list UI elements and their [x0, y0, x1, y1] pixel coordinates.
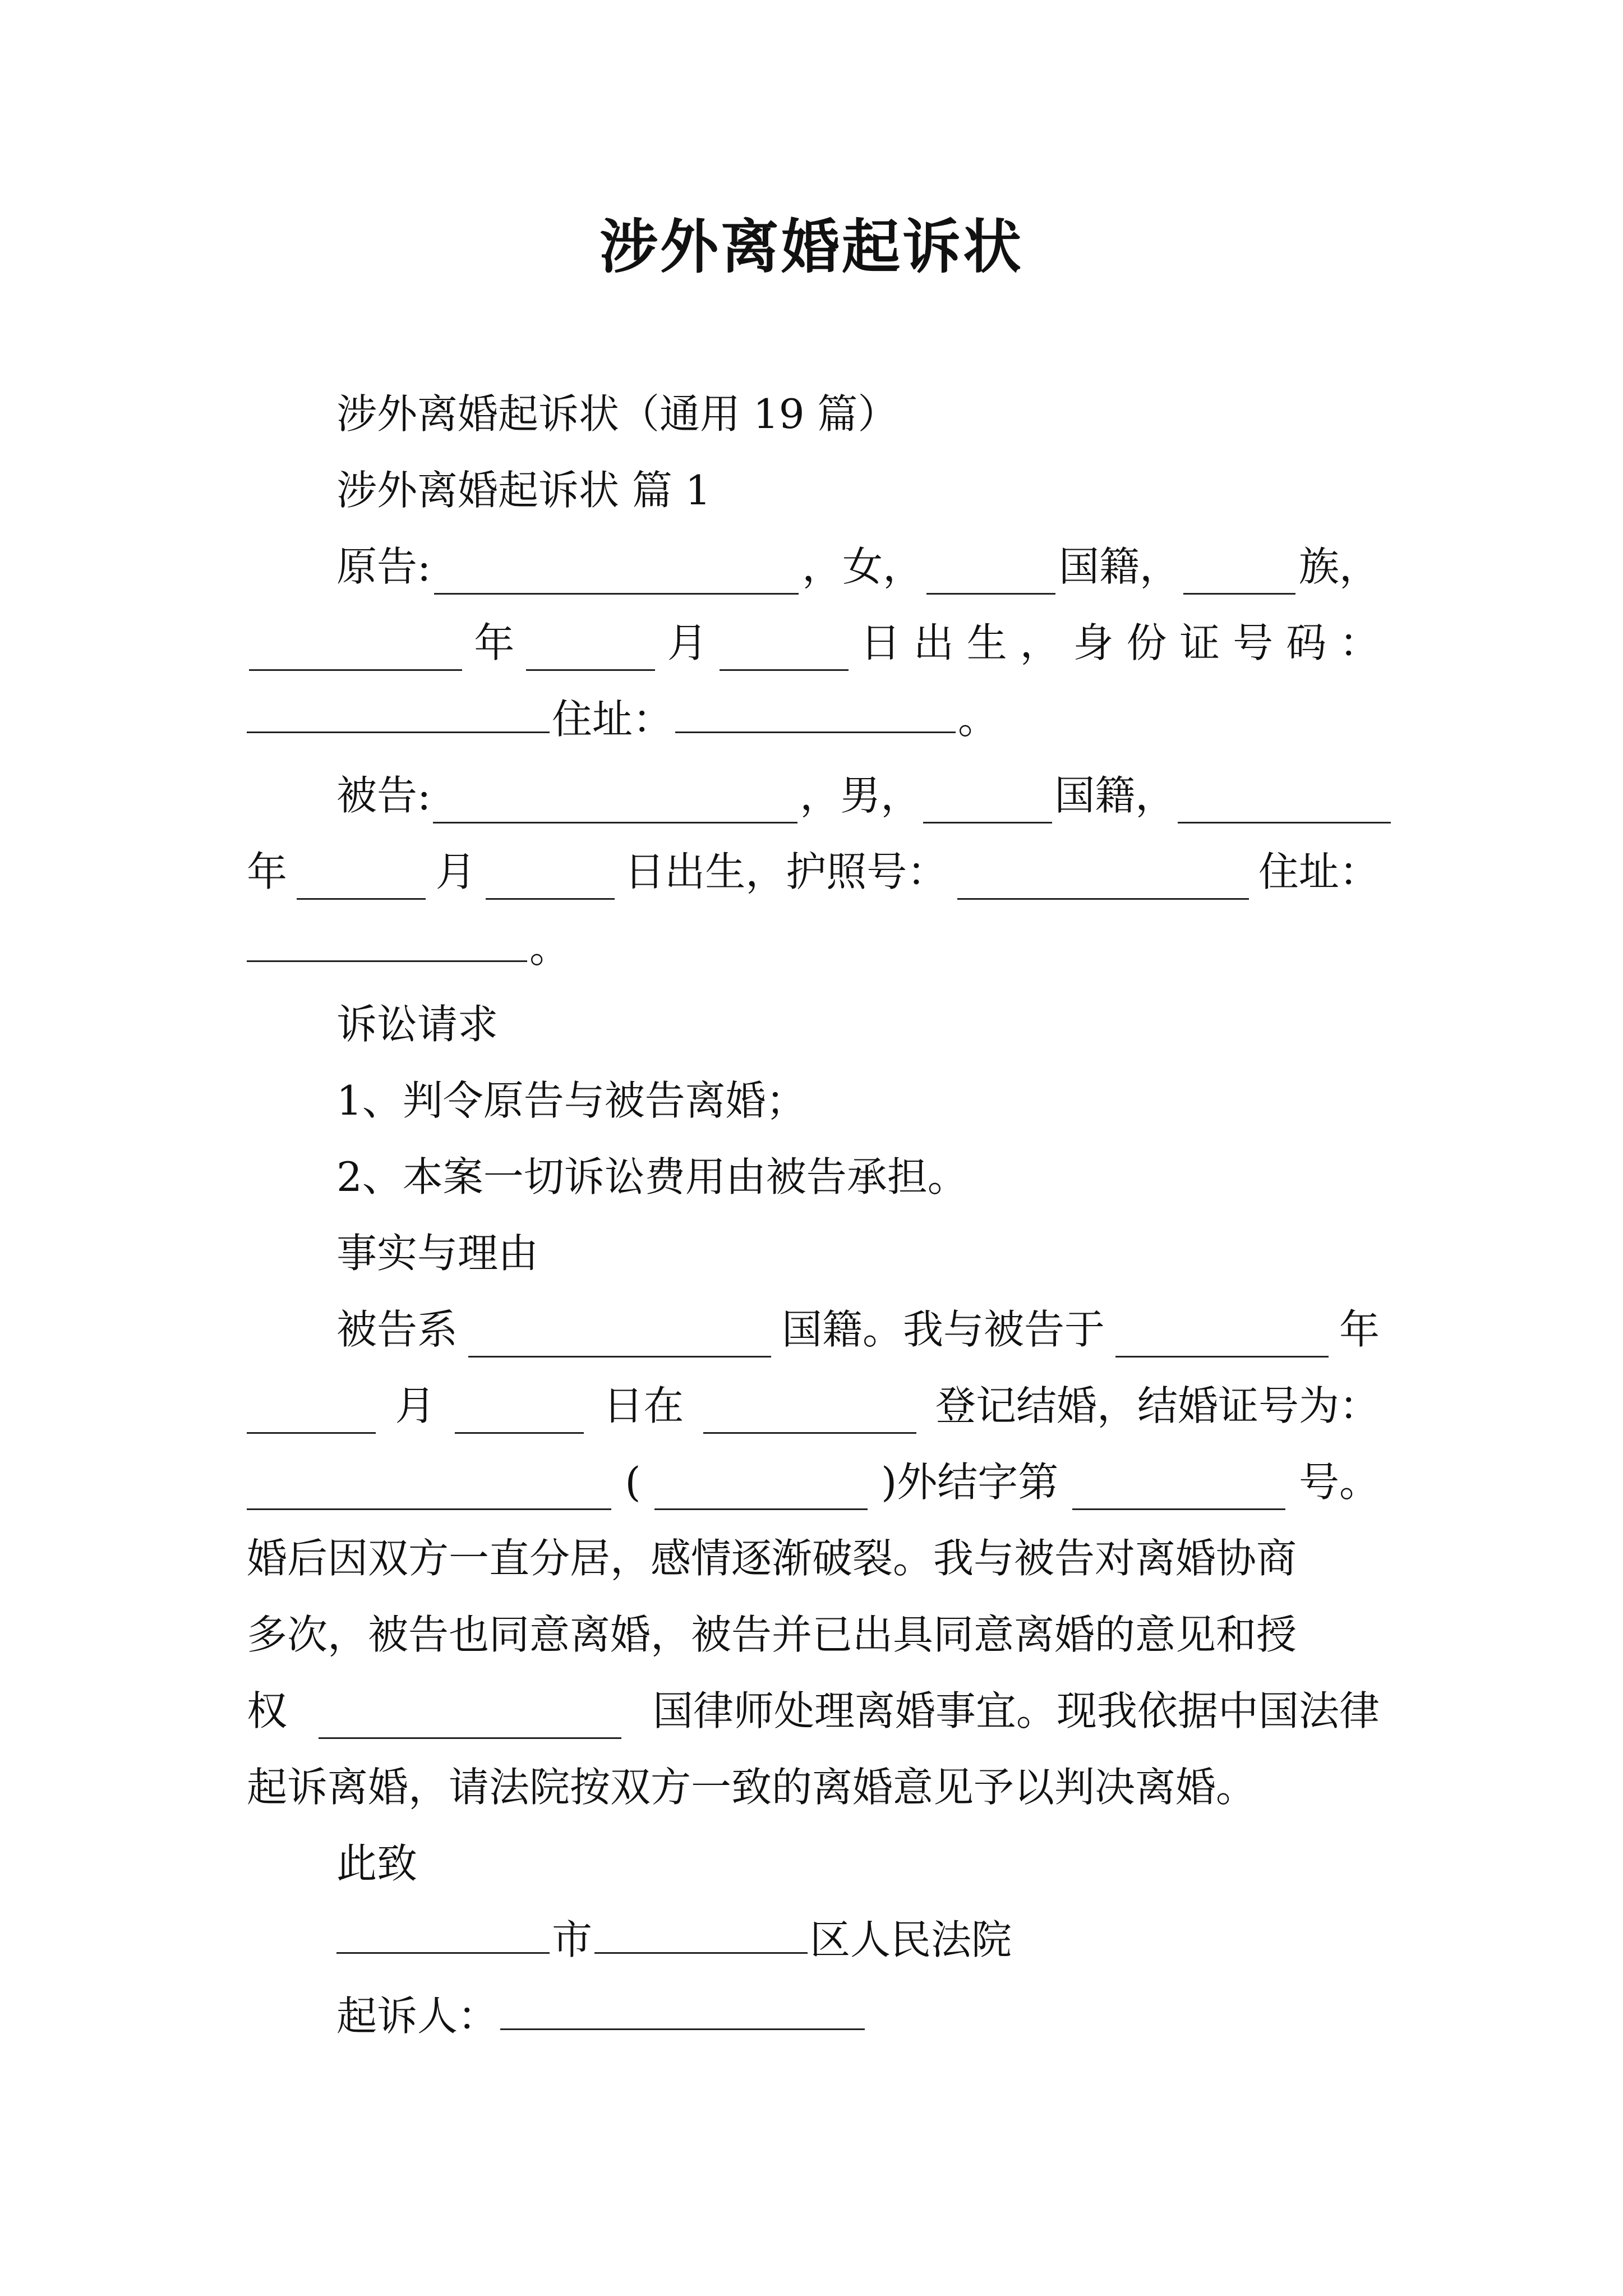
defendant-passport-blank — [957, 862, 1249, 900]
facts-text-6: 登记结婚，结婚证号为： — [935, 1382, 1380, 1429]
defendant-address-label: 住址： — [1258, 848, 1380, 895]
defendant-name-blank — [433, 785, 797, 823]
facts-line-2 — [247, 1378, 1380, 1434]
plaintiff-line-2 — [247, 615, 1380, 671]
claim-item-1: 1、判令原告与被告离婚； — [336, 1077, 806, 1124]
defendant-day-blank — [486, 862, 615, 900]
signer-line — [336, 1988, 1380, 2044]
district-blank — [594, 1916, 808, 1954]
facts-year-blank — [1115, 1319, 1329, 1358]
facts-lawyer-blank — [319, 1701, 621, 1739]
defendant-address-blank — [247, 924, 527, 962]
plaintiff-line-3 — [247, 691, 1380, 747]
facts-month-blank — [247, 1396, 376, 1434]
defendant-line-2 — [247, 844, 1380, 900]
plaintiff-month-label: 月 — [667, 619, 708, 666]
facts-line-7: 起诉离婚，请法院按双方一致的离婚意见予以判决离婚。 — [247, 1764, 1257, 1811]
facts-cert-number-blank — [1072, 1472, 1285, 1510]
facts-day-blank — [455, 1396, 584, 1434]
plaintiff-gender: ，女， — [802, 543, 924, 590]
plaintiff-month-blank — [526, 633, 655, 671]
plaintiff-line-1 — [336, 539, 1380, 595]
plaintiff-nationality-label: 国籍， — [1059, 543, 1181, 590]
plaintiff-year-label: 年 — [474, 619, 515, 666]
defendant-gender: ，男， — [800, 772, 921, 819]
city-label: 市 — [552, 1916, 593, 1963]
defendant-line-3 — [247, 920, 1380, 976]
facts-text-6a: 权 — [247, 1687, 288, 1734]
defendant-year-label: 年 — [247, 848, 288, 895]
defendant-month-label: 月 — [435, 848, 476, 895]
section-heading: 涉外离婚起诉状 篇 1 — [336, 467, 711, 514]
facts-text-4: 月 — [395, 1382, 436, 1429]
plaintiff-address-blank — [675, 695, 956, 733]
defendant-birth-passport-label: 日出生，护照号： — [624, 848, 948, 895]
defendant-line-1 — [336, 767, 1380, 823]
court-label: 区人民法院 — [810, 1916, 1012, 1963]
plaintiff-address-label: 住址： — [552, 696, 674, 743]
plaintiff-ethnicity-blank — [1183, 556, 1295, 595]
facts-cert-blank — [247, 1472, 611, 1510]
document-title: 涉外离婚起诉状 — [599, 212, 1023, 281]
facts-text-7: ( — [625, 1458, 641, 1506]
facts-line-4: 婚后因双方一直分居，感情逐渐破裂。我与被告对离婚协商 — [247, 1535, 1297, 1582]
plaintiff-name-blank — [434, 556, 799, 595]
plaintiff-nationality-blank — [926, 556, 1055, 595]
signer-label: 起诉人： — [336, 1993, 499, 2040]
facts-text-1: 被告系 — [336, 1306, 458, 1353]
claim-item-2: 2、本案一切诉讼费用由被告承担。 — [336, 1153, 968, 1200]
plaintiff-day-blank — [720, 633, 849, 671]
signer-blank — [500, 1992, 865, 2030]
plaintiff-birth-id-label: 日 出 生 ， 身 份 证 号 码 ： — [860, 619, 1380, 666]
facts-line-3 — [247, 1454, 1380, 1510]
facts-line-1 — [336, 1301, 1380, 1358]
court-line — [336, 1912, 1380, 1968]
closing-to: 此致 — [336, 1840, 418, 1887]
defendant-label: 被告: — [336, 772, 431, 819]
facts-nationality-blank — [468, 1319, 771, 1358]
claims-heading: 诉讼请求 — [336, 1001, 499, 1048]
subtitle: 涉外离婚起诉状（通用 19 篇） — [336, 390, 898, 438]
facts-place-blank — [703, 1396, 916, 1434]
defendant-nationality-blank — [923, 785, 1052, 823]
facts-line-5: 多次，被告也同意离婚，被告并已出具同意离婚的意见和授 — [247, 1611, 1297, 1658]
plaintiff-end: 。 — [958, 696, 999, 743]
city-blank — [336, 1916, 550, 1954]
defendant-end: 。 — [529, 924, 570, 972]
facts-text-9: 号。 — [1298, 1458, 1380, 1506]
facts-line-6 — [247, 1683, 1380, 1739]
facts-text-2: 国籍。我与被告于 — [781, 1306, 1105, 1353]
facts-text-6b: 国律师处理离婚事宜。现我依据中国法律 — [652, 1687, 1380, 1734]
facts-heading: 事实与理由 — [336, 1230, 539, 1277]
plaintiff-label: 原告: — [336, 543, 431, 590]
defendant-month-blank — [297, 862, 426, 900]
defendant-year-blank — [1178, 785, 1391, 823]
facts-text-5: 日在 — [603, 1382, 684, 1429]
plaintiff-ethnicity-label: 族， — [1298, 543, 1380, 590]
facts-cert-year-blank — [654, 1472, 868, 1510]
plaintiff-year-blank — [249, 633, 462, 671]
facts-text-8: )外结字第 — [881, 1458, 1059, 1506]
defendant-nationality-label: 国籍， — [1054, 772, 1176, 819]
facts-text-3: 年 — [1339, 1306, 1380, 1353]
plaintiff-id-blank — [247, 695, 550, 733]
